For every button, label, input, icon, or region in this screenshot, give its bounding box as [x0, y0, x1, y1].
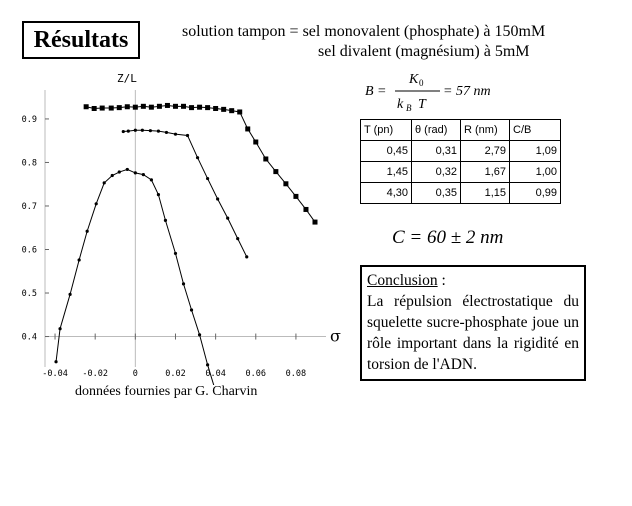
formula-lhs: B = [365, 84, 387, 99]
data-point [189, 105, 194, 110]
x-tick-label: 0.08 [285, 369, 307, 379]
data-point [118, 170, 121, 173]
data-point [126, 168, 129, 171]
data-point [229, 108, 234, 113]
slide-title: Résultats [22, 21, 140, 59]
table-row [361, 162, 561, 183]
formula-rhs: = 57 nm [443, 84, 491, 99]
y-axis-label: Z/L [117, 72, 137, 85]
data-point [245, 255, 248, 258]
series-1 [122, 129, 249, 259]
data-point [142, 173, 145, 176]
data-point [58, 327, 61, 330]
x-tick-label: 0 [132, 369, 138, 379]
data-point [117, 105, 122, 110]
results-table [360, 119, 561, 204]
table-cell: 1,45 [361, 162, 412, 183]
table-row [361, 183, 561, 204]
chart-series [54, 103, 317, 385]
data-point [78, 258, 81, 261]
table-cell: 0,31 [412, 141, 461, 162]
y-tick-label: 0.4 [21, 332, 37, 343]
data-point [205, 105, 210, 110]
y-tick-label: 0.8 [21, 158, 37, 169]
table-header-row [361, 120, 561, 141]
data-point [68, 293, 71, 296]
data-point [157, 104, 162, 109]
conclusion-heading: Conclusion [367, 272, 438, 289]
data-point [149, 105, 154, 110]
table-header: C/B [510, 120, 561, 141]
data-point [174, 252, 177, 255]
table-cell: 0,99 [510, 183, 561, 204]
data-point [92, 106, 97, 111]
table-header: T (pn) [361, 120, 412, 141]
data-point [283, 181, 288, 186]
data-point [111, 174, 114, 177]
data-point [198, 333, 201, 336]
table-cell: 0,45 [361, 141, 412, 162]
data-point [134, 129, 137, 132]
y-tick-label: 0.5 [21, 289, 37, 300]
formula-denominator-tail: T [418, 97, 426, 112]
data-point [206, 177, 209, 180]
data-point [213, 106, 218, 111]
data-point [186, 134, 189, 137]
series-line [123, 130, 246, 257]
data-point [122, 130, 125, 133]
table-header: θ (rad) [412, 120, 461, 141]
table-cell: 1,00 [510, 162, 561, 183]
x-tick-label: 0.06 [245, 369, 267, 379]
data-point [134, 171, 137, 174]
y-tick-label: 0.7 [21, 201, 37, 212]
data-point [165, 131, 168, 134]
data-point [197, 105, 202, 110]
data-point [141, 104, 146, 109]
x-tick-label: -0.04 [42, 369, 68, 379]
table-cell: 4,30 [361, 183, 412, 204]
table-cell: 1,09 [510, 141, 561, 162]
data-point [127, 130, 130, 133]
data-credit: données fournies par G. Charvin [75, 384, 258, 399]
chart-axes [45, 90, 326, 367]
y-tick-label: 0.6 [21, 245, 37, 256]
data-point [181, 104, 186, 109]
x-tick-label: -0.02 [82, 369, 108, 379]
data-point [86, 230, 89, 233]
data-point [95, 202, 98, 205]
table-cell: 1,67 [461, 162, 510, 183]
buffer-line-1: solution tampon = sel monovalent (phosphate) à 150mM [182, 23, 546, 40]
table-cell: 0,35 [412, 183, 461, 204]
conclusion-heading-line [367, 270, 579, 291]
formula-denominator-sub: B [406, 103, 412, 113]
data-point [133, 105, 138, 110]
data-point [157, 130, 160, 133]
data-point [141, 129, 144, 132]
data-point [253, 140, 258, 145]
table-row [361, 141, 561, 162]
data-point [84, 104, 89, 109]
y-tick-label: 0.9 [21, 114, 37, 125]
data-point [312, 220, 317, 225]
chart-ticks [22, 72, 341, 379]
data-point [164, 219, 167, 222]
data-point [293, 194, 298, 199]
c-result-text: C = 60 ± 2 nm [392, 227, 504, 248]
data-point [303, 207, 308, 212]
data-point [174, 133, 177, 136]
series-2 [54, 168, 225, 385]
table-cell: 2,79 [461, 141, 510, 162]
data-point [157, 193, 160, 196]
table-cell: 1,15 [461, 183, 510, 204]
data-point [149, 129, 152, 132]
buffer-line-2: sel divalent (magnésium) à 5mM [318, 43, 530, 60]
conclusion-heading-suffix: : [437, 272, 446, 289]
conclusion-box [360, 265, 586, 381]
data-point [226, 217, 229, 220]
formula-numerator-sub: 0 [419, 78, 424, 88]
data-point [173, 104, 178, 109]
data-point [182, 282, 185, 285]
data-point [100, 106, 105, 111]
data-point [221, 107, 226, 112]
data-point [190, 308, 193, 311]
data-point [109, 106, 114, 111]
table-header: R (nm) [461, 120, 510, 141]
x-tick-label: 0.04 [205, 369, 226, 379]
table-cell: 0,32 [412, 162, 461, 183]
data-point [54, 360, 57, 363]
conclusion-text: La répulsion électrostatique du squelette sucre-phosphate joue un rôle important dans la rigidité en torsion de l'ADN. [367, 293, 579, 373]
data-point [263, 156, 268, 161]
data-point [150, 178, 153, 181]
torsional-modulus-result [392, 227, 503, 249]
formula-numerator: K [409, 72, 419, 87]
data-point [165, 103, 170, 108]
data-point [245, 126, 250, 131]
formula-denominator: k [397, 97, 404, 112]
data-point [206, 363, 209, 366]
series-line [56, 169, 224, 385]
data-point [236, 237, 239, 240]
data-point [273, 169, 278, 174]
x-tick-label: 0.02 [165, 369, 186, 379]
data-point [237, 109, 242, 114]
data-point [103, 181, 106, 184]
x-axis-label: σ [330, 326, 341, 346]
data-point [216, 197, 219, 200]
data-point [196, 156, 199, 159]
persistence-length-formula [365, 70, 515, 114]
data-point [125, 104, 130, 109]
extension-vs-supercoiling-chart [0, 60, 350, 385]
